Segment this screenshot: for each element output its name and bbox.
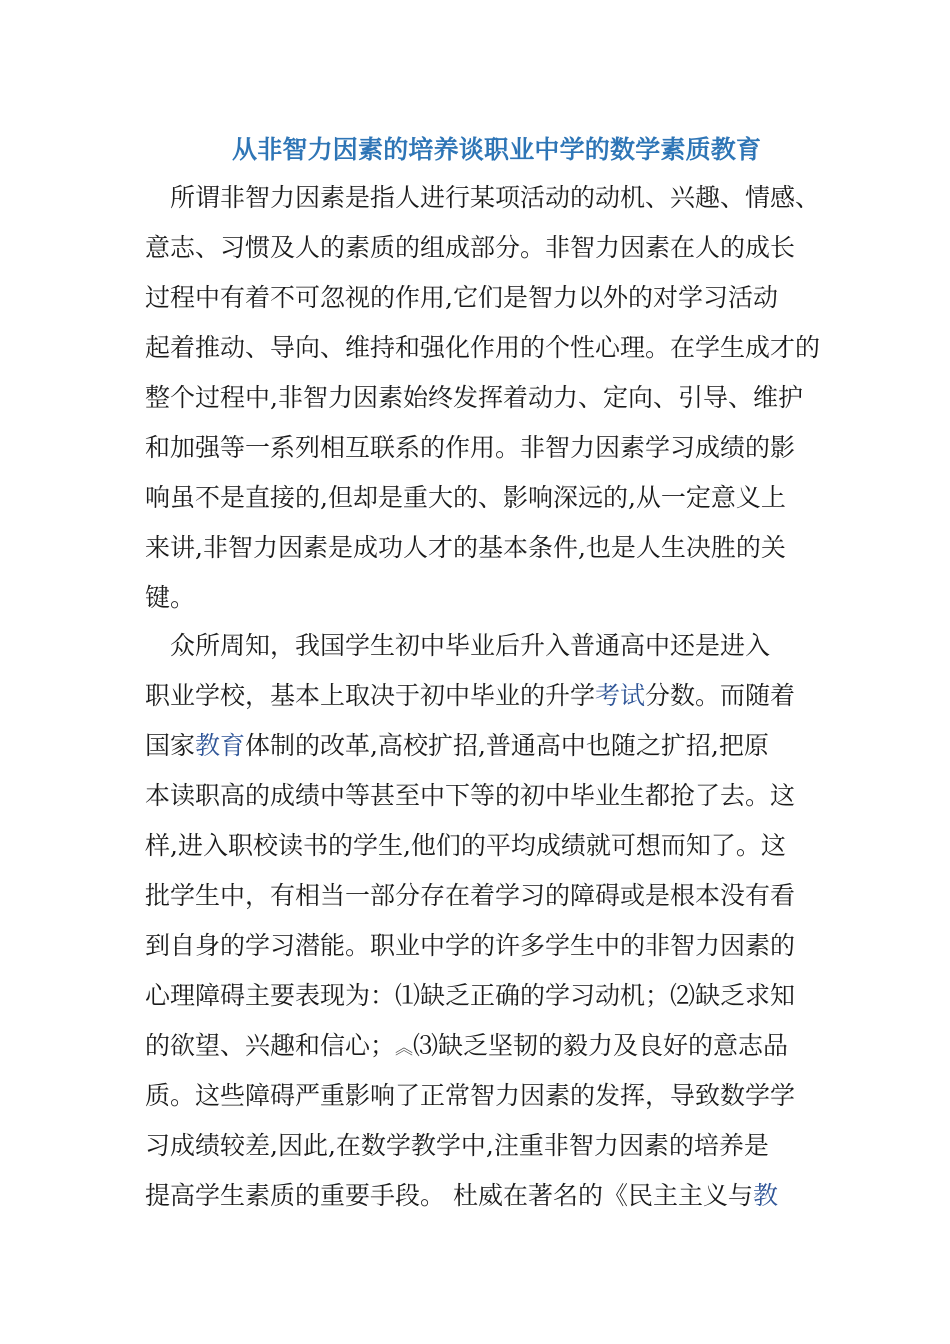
paragraph-1-line: 和加强等一系列相互联系的作用。非智力因素学习成绩的影 bbox=[145, 433, 796, 462]
paragraph-1-line: 整个过程中,非智力因素始终发挥着动力、定向、引导、维护 bbox=[145, 383, 803, 412]
paragraph-1-line: 来讲,非智力因素是成功人才的基本条件,也是人生决胜的关 bbox=[145, 533, 786, 562]
paragraph-1-line: 过程中有着不可忽视的作用,它们是智力以外的对学习活动 bbox=[145, 283, 778, 312]
paragraph-2-line: 众所周知，我国学生初中毕业后升入普通高中还是进入 bbox=[145, 631, 771, 660]
paragraph-2-line bbox=[145, 1028, 788, 1067]
education-link[interactable]: 教育 bbox=[195, 731, 246, 760]
paragraph-1-line: 响虽不是直接的,但却是重大的、影响深远的,从一定意义上 bbox=[145, 483, 786, 512]
paragraph-2-line bbox=[145, 678, 795, 714]
education-link[interactable]: 教 bbox=[752, 1181, 778, 1210]
text-run: 职业学校，基本上取决于初中毕业的升学 bbox=[145, 681, 596, 710]
text-run: 国家 bbox=[145, 731, 196, 760]
document-title: 从非智力因素的培养谈职业中学的数学素质教育 bbox=[232, 135, 762, 164]
paragraph-2-line bbox=[145, 1178, 778, 1214]
text-run: 体制的改革,高校扩招,普通高中也随之扩招,把原 bbox=[245, 731, 769, 760]
paragraph-2-line: 习成绩较差,因此,在数学教学中,注重非智力因素的培养是 bbox=[145, 1131, 769, 1160]
exam-link[interactable]: 考试 bbox=[595, 681, 646, 710]
paragraph-1-line: 起着推动、导向、维持和强化作用的个性心理。在学生成才的 bbox=[145, 333, 821, 362]
text-run: 的欲望、兴趣和信心； bbox=[145, 1031, 396, 1060]
paragraph-1-line: 所谓非智力因素是指人进行某项活动的动机、兴趣、情感、 bbox=[145, 183, 821, 212]
paragraph-1-line: 意志、习惯及人的素质的组成部分。非智力因素在人的成长 bbox=[145, 233, 796, 262]
chevron-mark-icon: ︽ bbox=[395, 1038, 414, 1059]
paragraph-2-line: 批学生中，有相当一部分存在着学习的障碍或是根本没有看 bbox=[145, 881, 796, 910]
text-run: ⑶缺乏坚韧的毅力及良好的意志品 bbox=[413, 1031, 789, 1060]
paragraph-2-line: 样,进入职校读书的学生,他们的平均成绩就可想而知了。这 bbox=[145, 831, 786, 860]
paragraph-1-line: 键。 bbox=[145, 583, 196, 612]
paragraph-2-line: 心理障碍主要表现为：⑴缺乏正确的学习动机；⑵缺乏求知 bbox=[145, 981, 796, 1010]
text-run: 分数。而随着 bbox=[645, 681, 796, 710]
paragraph-2-line: 质。这些障碍严重影响了正常智力因素的发挥，导致数学学 bbox=[145, 1081, 796, 1110]
paragraph-2-line: 本读职高的成绩中等甚至中下等的初中毕业生都抢了去。这 bbox=[145, 781, 796, 810]
paragraph-2-line bbox=[145, 728, 769, 764]
text-run: 提高学生素质的重要手段。 杜威在著名的《民主主义与 bbox=[145, 1181, 753, 1210]
paragraph-2-line: 到自身的学习潜能。职业中学的许多学生中的非智力因素的 bbox=[145, 931, 796, 960]
